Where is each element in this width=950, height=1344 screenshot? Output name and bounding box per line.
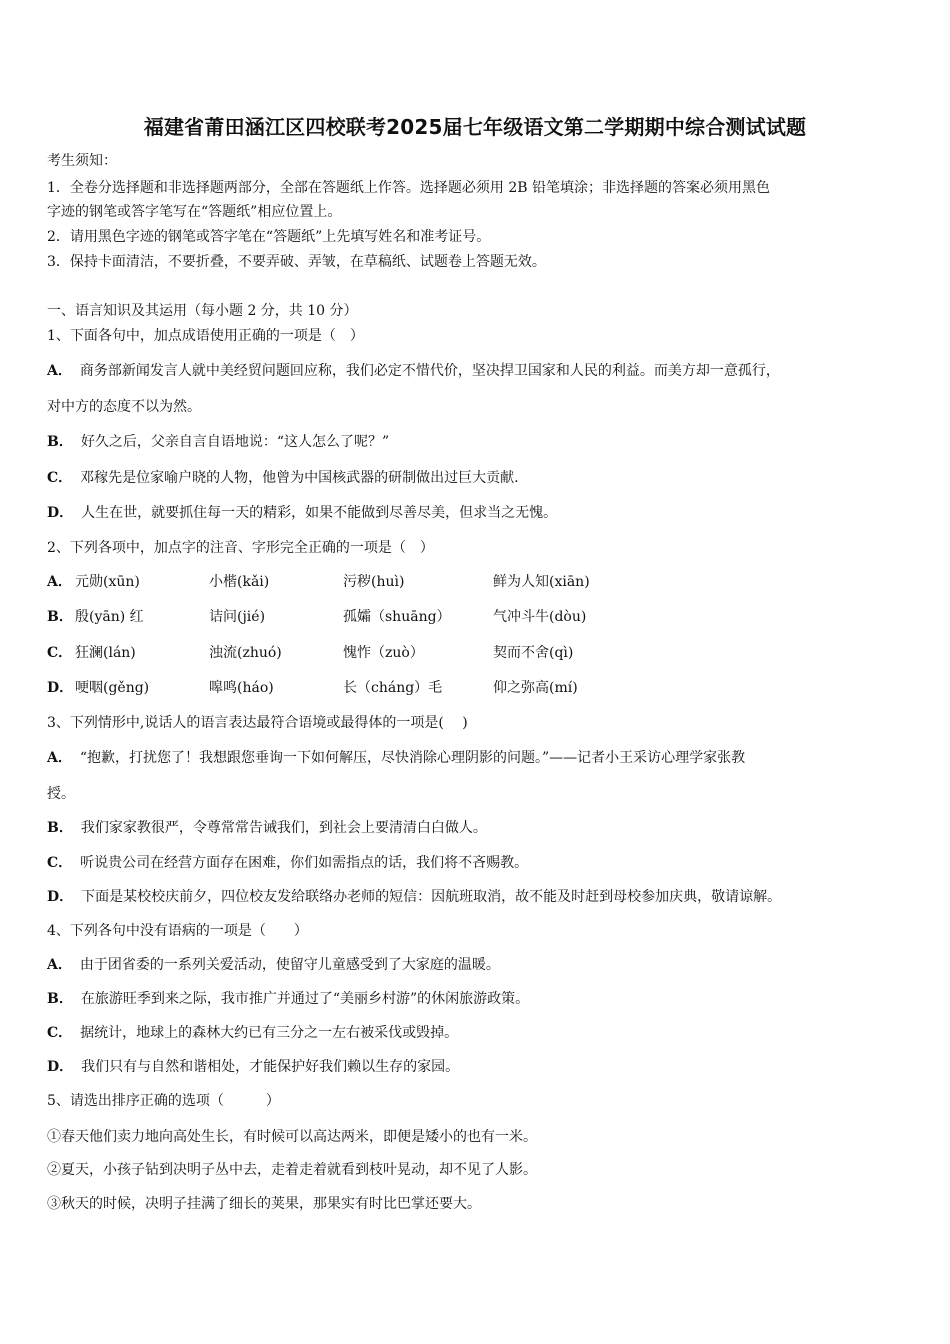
option-text: 我们只有与自然和谐相处，才能保护好我们赖以生存的家园。 [81,1059,460,1075]
option-label: B． [47,609,73,625]
option-text: 听说贵公司在经营方面存在困难，你们如需指点的话，我们将不吝赐教。 [80,855,529,871]
question-3-option-c [47,853,528,873]
option-cell: 仰之弥高(mí) [493,680,578,696]
question-4-stem: 4、下列各句中没有语病的一项是（ ） [47,923,308,939]
option-label: C． [47,645,73,661]
option-label: A． [47,574,72,590]
question-4-option-b [47,989,529,1009]
option-cell: 哽咽(gěng) [75,680,150,696]
notice-item: 字迹的钢笔或答字笔写在“答题纸”相应位置上。 [47,204,342,220]
option-label: A． [47,750,72,766]
option-label: D． [47,505,74,521]
option-label: D． [47,680,74,696]
question-5-sentence-3: ③秋天的时候，决明子挂满了细长的荚果，那果实有时比巴掌还要大。 [47,1196,481,1212]
option-cell: 元勋(xūn) [75,574,140,590]
question-5-stem: 5、请选出排序正确的选项（ ） [47,1093,280,1109]
option-label: D． [47,1059,74,1075]
question-1-option-a [47,361,780,381]
option-cell: 小楷(kǎi) [209,574,270,590]
option-cell: 契而不舍(qì) [493,645,574,661]
question-3-option-a [47,748,745,768]
option-cell: 鲜为人知(xiān) [493,574,590,590]
option-text: 下面是某校校庆前夕，四位校友发给联络办老师的短信：因航班取消，故不能及时赶到母校参加庆典，敬请谅解。 [81,889,782,905]
question-2-stem: 2、下列各项中，加点字的注音、字形完全正确的一项是（ ） [47,540,434,556]
option-cell: 殷(yān) 红 [75,609,144,625]
question-1-option-a-cont: 对中方的态度不以为然。 [47,399,201,415]
option-cell: 愧怍（zuò） [343,645,424,661]
notice-item: 2．请用黑色字迹的钢笔或答字笔在“答题纸”上先填写姓名和准考证号。 [47,229,491,245]
section-heading: 一、语言知识及其运用（每小题 2 分，共 10 分） [47,303,358,319]
question-4-option-a [47,955,500,975]
option-label: C． [47,1025,73,1041]
option-cell: 气冲斗牛(dòu) [493,609,587,625]
question-1-option-d [47,503,557,523]
option-text: 我们家家教很严，令尊常常告诫我们，到社会上要清清白白做人。 [80,820,487,836]
option-text: 据统计，地球上的森林大约已有三分之一左右被采伐或毁掉。 [80,1025,459,1041]
question-3-option-a-cont: 授。 [47,786,75,802]
option-label: C． [47,470,73,486]
option-cell: 孤孀（shuāng） [343,609,451,625]
option-label: C． [47,855,73,871]
option-text: 商务部新闻发言人就中美经贸问题回应称，我们必定不惜代价，坚决捍卫国家和人民的利益。而美方却一意孤行， [79,363,780,379]
question-4-option-d [47,1057,459,1077]
question-3-option-b [47,818,487,838]
option-text: 在旅游旺季到来之际，我市推广并通过了“美丽乡村游”的休闲旅游政策。 [80,991,530,1007]
option-cell: 浊流(zhuó) [209,645,282,661]
question-5-sentence-1: ①春天他们卖力地向高处生长，有时候可以高达两米，即便是矮小的也有一米。 [47,1129,537,1145]
option-text: 好久之后，父亲自言自语地说：“这人怎么了呢？” [80,434,390,450]
option-label: B． [47,820,73,836]
option-text: 由于团省委的一系列关爱活动，使留守儿童感受到了大家庭的温暖。 [79,957,500,973]
question-1-option-c [47,468,519,488]
option-cell: 狂澜(lán) [75,645,136,661]
question-3-option-d [47,887,781,907]
notice-heading: 考生须知： [47,153,117,169]
question-1-stem: 1、下面各句中，加点成语使用正确的一项是（ ） [47,328,364,344]
question-5-sentence-2: ②夏天，小孩子钻到决明子丛中去，走着走着就看到枝叶晃动，却不见了人影。 [47,1162,537,1178]
option-text: “抱歉，打扰您了！我想跟您垂询一下如何解压，尽快消除心理阴影的问题。”——记者小王采访心理学家张教 [79,750,746,766]
option-cell: 诘问(jié) [209,609,266,625]
option-cell: 长（cháng）毛 [343,680,443,696]
option-text: 邓稼先是位家喻户晓的人物，他曾为中国核武器的研制做出过巨大贡献. [80,470,519,486]
question-4-option-c [47,1023,458,1043]
option-label: B． [47,434,73,450]
notice-item: 1．全卷分选择题和非选择题两部分，全部在答题纸上作答。选择题必须用 2B 铅笔填涂；非选择题的答案必须用黑色 [47,180,770,196]
page-title: 福建省莆田涵江区四校联考2025届七年级语文第二学期期中综合测试试题 [143,115,807,139]
question-1-option-b [47,432,389,452]
option-label: A． [47,363,72,379]
option-label: A． [47,957,72,973]
notice-item: 3．保持卡面清洁，不要折叠，不要弄破、弄皱，在草稿纸、试题卷上答题无效。 [47,254,546,270]
option-label: D． [47,889,74,905]
option-label: B． [47,991,73,1007]
question-3-stem: 3、下列情形中,说话人的语言表达最符合语境或最得体的一项是( ) [47,715,468,731]
option-text: 人生在世，就要抓住每一天的精彩，如果不能做到尽善尽美，但求当之无愧。 [81,505,558,521]
option-cell: 嗥鸣(háo) [209,680,274,696]
option-cell: 污秽(huì) [343,574,405,590]
